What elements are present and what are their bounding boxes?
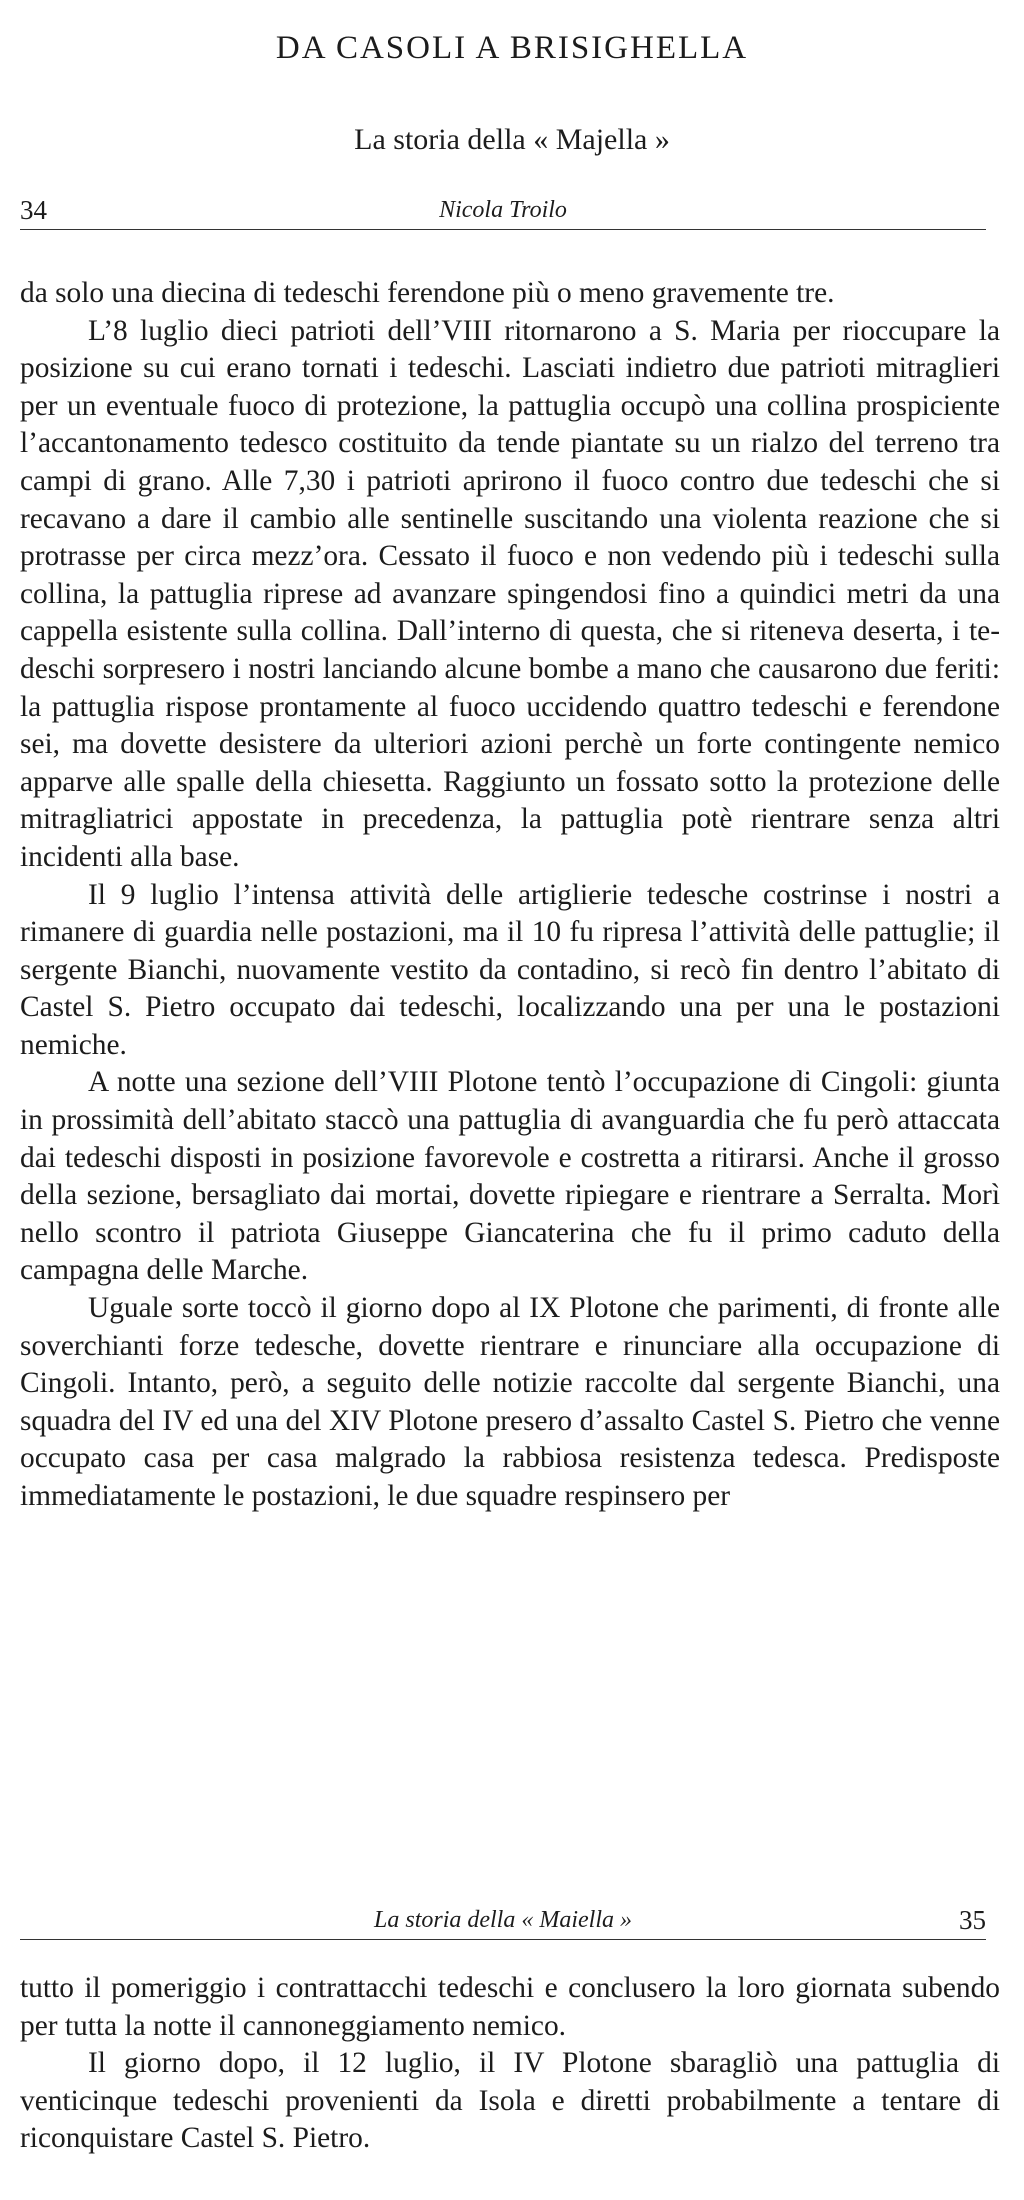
running-head-title: La storia della « Maiella » bbox=[374, 1907, 632, 1933]
book-title: DA CASOLI A BRISIGHELLA bbox=[275, 30, 749, 66]
paragraph: L’8 luglio dieci patrioti dell’VIII ritornarono a S. Maria per rioccupare la posizione su cui erano tornati i tedeschi. Lasciati indietro due patrioti mitraglieri per un eventuale fuoco di protezione, la pattuglia occupò una collina prospiciente l’accantonamento tedesco costituito da tende piantate su un rialzo del terreno tra campi di grano. Alle 7,30 i patrioti aprirono il fuoco contro due tedeschi che si recavano a dare il cambio alle sentinelle suscitando una violenta reazione che si protrasse per circa mezz’ora. Cessato il fuoco e non vedendo più i tedeschi sulla collina, la pattuglia riprese ad avanzare spingendosi fino a quindici metri da una cappella esistente sulla collina. Dall’interno di questa, che si riteneva deserta, i tedeschi sorpresero i nostri lanciando alcune bombe a mano che causarono due feriti: la pattuglia rispose prontamente al fuoco uccidendo quattro tedeschi e ferendone sei, ma dovette desistere da ulteriori azioni perchè un forte contingente nemico apparve alle spalle della chiesetta. Raggiunto un fossato sotto la protezione delle mitragliatrici appostate in precedenza, la pattuglia potè rientrare senza altri incidenti alla base. bbox=[20, 314, 1000, 873]
page-number: 35 bbox=[959, 1905, 986, 1935]
header-rule bbox=[20, 229, 986, 230]
paragraph: Uguale sorte toccò il giorno dopo al IX Plotone che parimenti, di fronte alle soverchianti forze tedesche, dovette rientrare e rinunciare alla occupazione di Cingoli. Intanto, però, a seguito delle notizie raccolte dal sergente Bianchi, una squadra del IV ed una del XIV Plotone presero d’assalto Castel S. Pietro che venne occupato casa per casa malgrado la rabbiosa resistenza tedesca. Predisposte immediatamente le postazioni, le due squadre respinsero per bbox=[20, 1292, 1000, 1512]
paragraph: tutto il pomeriggio i contrattacchi tedeschi e conclusero la loro giornata subendo per tutta la notte il cannoneggiamento nemico. bbox=[20, 1972, 1000, 2042]
article-title: La storia della « Majella » bbox=[354, 123, 670, 156]
page-35-body bbox=[20, 1970, 1000, 2158]
page-34-body bbox=[20, 275, 1000, 1516]
paragraph: da solo una diecina di tedeschi ferendone più o meno gravemente tre. bbox=[20, 277, 835, 309]
running-head-page-34 bbox=[20, 190, 986, 230]
paragraph: A notte una sezione dell’VIII Plotone tentò l’occupazione di Cingoli: giunta in prossimità dell’abitato staccò una pattuglia di avanguardia che fu però attaccata dai tedeschi disposti in posizione favorevole e costretta a ritirarsi. Anche il grosso della sezione, bersagliato dai mortai, dovette ripiegare e rientrare a Serralta. Morì nello scontro il patriota Giuseppe Giancaterina che fu il primo caduto della campagna delle Marche. bbox=[20, 1066, 1000, 1287]
header-rule bbox=[20, 1939, 986, 1940]
paragraph: Il 9 luglio l’intensa attività delle artiglierie tedesche costrinse i nostri a rimanere di guardia nelle postazioni, ma il 10 fu ripresa l’attività delle pattuglie; il sergente Bianchi, nuovamente vestito da contadino, si recò fin dentro l’abitato di Castel S. Pietro occupato dai tedeschi, localizzando una per una le postazioni nemiche. bbox=[20, 878, 1000, 1061]
running-head-page-35 bbox=[20, 1900, 986, 1940]
running-head-author: Nicola Troilo bbox=[439, 197, 567, 223]
page-number: 34 bbox=[20, 195, 47, 225]
paragraph: Il giorno dopo, il 12 luglio, il IV Plotone sbaragliò una pattuglia di venticinque tedeschi provenienti da Isola e diretti probabilmente a tentare di riconquistare Castel S. Pietro. bbox=[20, 2047, 1000, 2155]
